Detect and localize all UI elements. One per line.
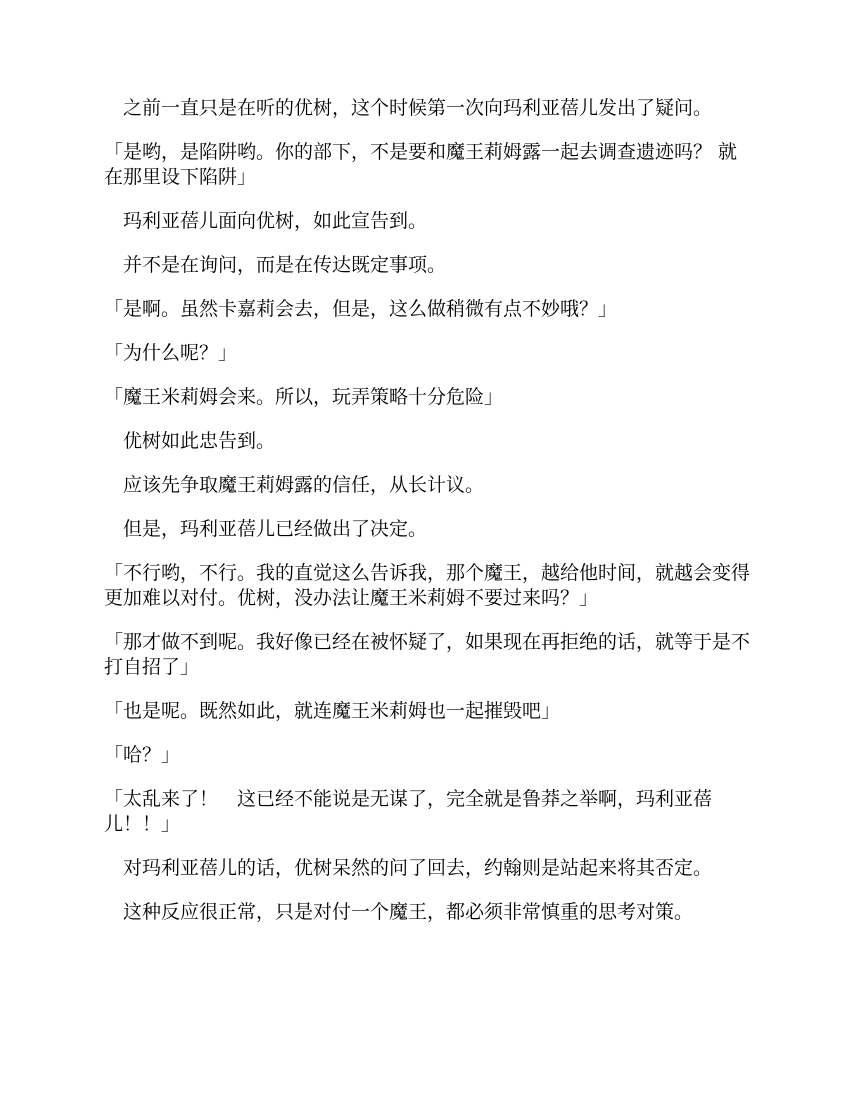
paragraph: 之前一直只是在听的优树，这个时候第一次向玛利亚蓓儿发出了疑问。 xyxy=(104,97,713,119)
paragraph: 「太乱来了！ 这已经不能说是无谋了，完全就是鲁莽之举啊，玛利亚蓓儿！！」 xyxy=(104,788,713,835)
paragraph: 玛利亚蓓儿面向优树，如此宣告到。 xyxy=(104,210,428,232)
paragraph: 「也是呢。既然如此，就连魔王米莉姆也一起摧毁吧」 xyxy=(104,700,561,722)
paragraph: 对玛利亚蓓儿的话，优树呆然的问了回去，约翰则是站起来将其否定。 xyxy=(104,857,713,879)
paragraph: 「哈？」 xyxy=(104,744,181,766)
paragraph: 但是，玛利亚蓓儿已经做出了决定。 xyxy=(104,518,428,540)
paragraph: 优树如此忠告到。 xyxy=(104,430,276,452)
paragraph: 「不行哟，不行。我的直觉这么告诉我，那个魔王，越给他时间，就越会变得更加难以对付。优树，没办法让魔王米莉姆不要过来吗？」 xyxy=(104,562,751,609)
paragraph: 应该先争取魔王莉姆露的信任，从长计议。 xyxy=(104,474,485,496)
paragraph: 「是啊。虽然卡嘉莉会去，但是，这么做稍微有点不妙哦？」 xyxy=(104,298,618,320)
paragraph: 这种反应很正常，只是对付一个魔王，都必须非常慎重的思考对策。 xyxy=(104,901,694,923)
paragraph: 「是哟，是陷阱哟。你的部下，不是要和魔王莉姆露一起去调查遗迹吗？ 就在那里设下陷阱」 xyxy=(104,141,738,188)
paragraph: 「为什么呢？」 xyxy=(104,342,238,364)
document-body xyxy=(104,96,754,944)
paragraph: 并不是在询问，而是在传达既定事项。 xyxy=(104,254,447,276)
paragraph: 「魔王米莉姆会来。所以，玩弄策略十分危险」 xyxy=(104,386,504,408)
paragraph: 「那才做不到呢。我好像已经在被怀疑了，如果现在再拒绝的话，就等于是不打自招了」 xyxy=(104,631,751,678)
